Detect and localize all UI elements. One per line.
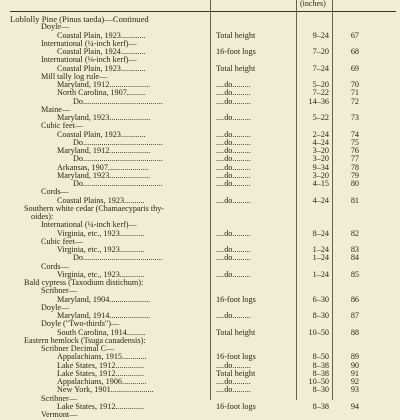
basis-cell: 16-foot logs xyxy=(216,47,256,56)
basis-cell: ....do......... xyxy=(216,195,251,205)
entry-label: oides): xyxy=(31,212,54,221)
range-cell: 6–30 xyxy=(312,294,329,304)
table-number-cell: 93 xyxy=(350,385,359,395)
entry-label: Virginia, etc., 1923............ xyxy=(57,269,145,279)
basis-cell: ....do......... xyxy=(216,179,251,188)
entry-label: Cords— xyxy=(41,261,69,271)
table-number-cell: 80 xyxy=(350,179,359,188)
entry-label: Southern white cedar (Chamaecyparis thy- xyxy=(24,203,165,213)
table-number-cell: 71 xyxy=(350,88,359,98)
entry-label: Loblolly Pine (Pinus taeda)—Continued xyxy=(10,14,149,24)
entry-label: Maryland, 1904.................... xyxy=(57,294,151,304)
entry-label: Lake States, 1912.............. xyxy=(57,360,145,370)
entry-label: Scribner— xyxy=(41,286,77,296)
table-number-cell: 68 xyxy=(350,47,359,56)
range-cell: 14–36 xyxy=(308,96,329,106)
range-cell: 2–24 xyxy=(312,129,329,139)
basis-cell: Total height xyxy=(216,30,256,40)
entry-label: South Carolina, 1914......... xyxy=(57,327,146,337)
basis-cell: ....do......... xyxy=(216,245,251,254)
entry-label: Mill tally log rule— xyxy=(41,71,108,81)
entry-label: Do....................................... xyxy=(73,96,163,106)
basis-cell: ....do......... xyxy=(216,377,251,386)
entry-label: International (¼-inch kerf)— xyxy=(41,38,137,48)
entry-label: Coastal Plain, 1924............ xyxy=(57,47,146,56)
table-number-cell: 87 xyxy=(350,311,359,320)
entry-label: Do....................................... xyxy=(73,253,163,263)
entry-label: Maryland, 1912.................... xyxy=(57,146,151,155)
entry-label: Maryland, 1912.................... xyxy=(57,80,151,89)
table-number-cell: 91 xyxy=(350,368,359,378)
entry-label: Scribner Decimal C— xyxy=(41,344,115,353)
entry-label: Doyle— xyxy=(41,22,70,32)
entry-label: Lake States, 1912.............. xyxy=(57,401,145,411)
range-cell: 7–22 xyxy=(312,88,329,98)
basis-cell: ....do......... xyxy=(216,96,251,106)
range-cell: 1–24 xyxy=(312,253,329,263)
table-number-cell: 84 xyxy=(350,253,359,263)
entry-label: Do....................................... xyxy=(73,154,163,164)
range-cell: 1–24 xyxy=(312,245,329,254)
basis-cell: 16-foot logs xyxy=(216,401,256,411)
basis-cell: ....do......... xyxy=(216,146,251,155)
entry-label: Doyle— xyxy=(41,302,70,312)
entry-label: Scribner— xyxy=(41,393,77,403)
entry-label: International (⅛-inch kerf)— xyxy=(41,55,137,65)
entry-label: Virginia, etc., 1923............ xyxy=(57,228,145,238)
table-number-cell: 67 xyxy=(350,30,359,40)
basis-cell: ....do......... xyxy=(216,269,251,279)
range-cell: 8–30 xyxy=(312,385,329,395)
basis-cell: ....do......... xyxy=(216,80,251,89)
entry-label: Cords— xyxy=(41,187,69,197)
basis-cell: ....do......... xyxy=(216,154,251,164)
basis-cell: Total height xyxy=(216,368,256,378)
table-number-cell: 69 xyxy=(350,63,359,73)
range-cell: 5–20 xyxy=(312,80,329,89)
range-cell: 5–22 xyxy=(312,113,329,122)
range-cell: 3–20 xyxy=(312,170,329,180)
range-cell: 8–38 xyxy=(312,401,329,411)
basis-cell: ....do......... xyxy=(216,129,251,139)
range-cell: 3–20 xyxy=(312,146,329,155)
range-cell: 8–38 xyxy=(312,368,329,378)
basis-cell: 16-foot logs xyxy=(216,294,256,304)
entry-label: Maryland, 1914.................... xyxy=(57,311,151,320)
entry-label: Cubic feet— xyxy=(41,121,84,131)
range-cell: 8–50 xyxy=(312,352,329,362)
basis-cell: ....do......... xyxy=(216,88,251,98)
entry-label: Coastal Plain, 1923............ xyxy=(57,129,146,139)
entry-label: Vermont— xyxy=(41,410,78,419)
table-number-cell: 79 xyxy=(350,170,359,180)
basis-cell: ....do......... xyxy=(216,228,251,238)
range-cell: 4–24 xyxy=(312,137,329,147)
basis-cell: ....do......... xyxy=(216,170,251,180)
table-number-cell: 74 xyxy=(350,129,359,139)
entry-label: Appalachians, 1906............ xyxy=(57,377,147,386)
range-cell: 8–30 xyxy=(312,311,329,320)
basis-cell: ....do......... xyxy=(216,162,251,172)
range-cell: 4–24 xyxy=(312,195,329,205)
entry-label: Cubic feet— xyxy=(41,236,84,246)
table-number-cell: 72 xyxy=(350,96,359,106)
range-cell: 8–38 xyxy=(312,360,329,370)
entry-label: New York, 1901..................... xyxy=(57,385,154,395)
table-number-cell: 83 xyxy=(350,245,359,254)
entry-label: Virginia, etc., 1923............ xyxy=(57,245,145,254)
table-number-cell: 94 xyxy=(350,401,359,411)
table-number-cell: 92 xyxy=(350,377,359,386)
table-number-cell: 85 xyxy=(350,269,359,279)
table-number-cell: 90 xyxy=(350,360,359,370)
range-cell: 1–24 xyxy=(312,269,329,279)
entry-label: Coastal Plain, 1923............ xyxy=(57,30,146,40)
entry-label: North Carolina, 1907......... xyxy=(57,88,146,98)
entry-label: Coastal Plain, 1923............ xyxy=(57,63,146,73)
range-cell: 7–20 xyxy=(312,47,329,56)
range-cell: 3–20 xyxy=(312,154,329,164)
entry-label: Doyle ("Two-thirds")— xyxy=(41,319,120,329)
entry-label: Maryland, 1923.................... xyxy=(57,113,151,122)
basis-cell: Total height xyxy=(216,63,256,73)
entry-label: Coastal Plains, 1923.......... xyxy=(57,195,145,205)
table-row xyxy=(0,410,400,420)
entry-label: Arkansas, 1907.................... xyxy=(57,162,149,172)
table-number-cell: 77 xyxy=(350,154,359,164)
entry-label: Appalachians, 1915............ xyxy=(57,352,147,362)
entry-label: Maine— xyxy=(41,104,71,114)
range-cell: 9–24 xyxy=(312,30,329,40)
entry-label: Maryland, 1923.................... xyxy=(57,170,151,180)
table-number-cell: 81 xyxy=(350,195,359,205)
table-number-cell: 75 xyxy=(350,137,359,147)
table-number-cell: 78 xyxy=(350,162,359,172)
table-number-cell: 73 xyxy=(350,113,359,122)
basis-cell: ....do......... xyxy=(216,137,251,147)
basis-cell: Total height xyxy=(216,327,256,337)
basis-cell: ....do......... xyxy=(216,385,251,395)
basis-cell: 16-foot logs xyxy=(216,352,256,362)
table-number-cell: 70 xyxy=(350,80,359,89)
entry-label: Lake States, 1912.............. xyxy=(57,368,145,378)
basis-cell: ....do......... xyxy=(216,113,251,122)
range-cell: 7–24 xyxy=(312,63,329,73)
range-cell: 10–50 xyxy=(308,327,329,337)
entry-label: Do....................................... xyxy=(73,137,163,147)
range-cell: 9–34 xyxy=(312,162,329,172)
entry-label: Bald cypress (Taxodium distichum): xyxy=(24,278,144,287)
range-cell: 8–24 xyxy=(312,228,329,238)
basis-cell: ....do......... xyxy=(216,311,251,320)
range-cell: 10–50 xyxy=(308,377,329,386)
range-cell: 4–15 xyxy=(312,179,329,188)
entry-label: Eastern hemlock (Tsuga canadensis): xyxy=(24,335,146,345)
header-rule xyxy=(10,11,396,12)
basis-cell: ....do......... xyxy=(216,253,251,263)
table-number-cell: 86 xyxy=(350,294,359,304)
basis-cell: ....do......... xyxy=(216,360,251,370)
table-number-cell: 88 xyxy=(350,327,359,337)
column-header-inches: (inches) xyxy=(300,0,326,8)
entry-label: International (¼-inch kerf)— xyxy=(41,220,137,230)
entry-label: Do....................................... xyxy=(73,179,163,188)
table-number-cell: 82 xyxy=(350,228,359,238)
table-number-cell: 76 xyxy=(350,146,359,155)
table-number-cell: 89 xyxy=(350,352,359,362)
